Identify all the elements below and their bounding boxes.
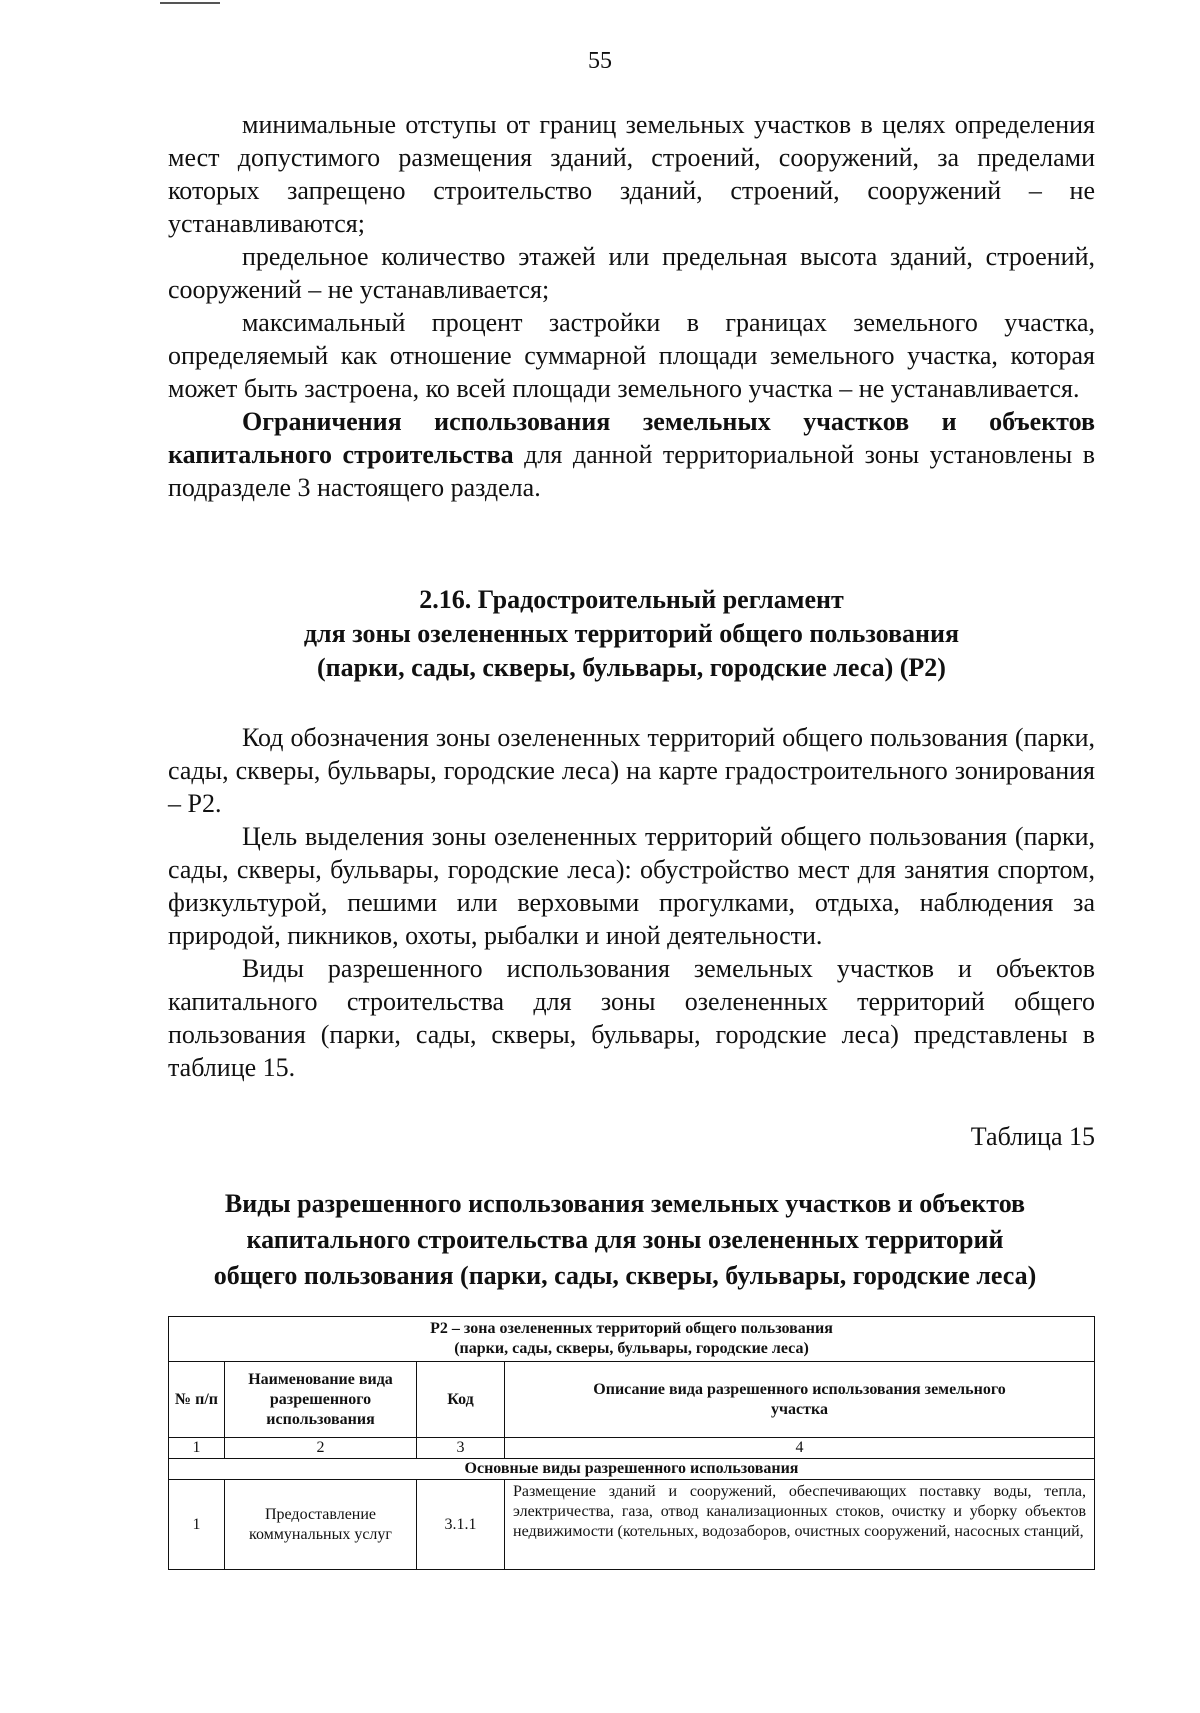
section-title-line: 2.16. Градостроительный регламент <box>419 585 844 614</box>
zone-header-line: Р2 – зона озелененных территорий общего пользования <box>430 1320 833 1337</box>
table-title-line: капитального строительства для зоны озелененных территорий <box>246 1225 1004 1254</box>
table-title-line: Виды разрешенного использования земельных участков и объектов <box>224 1189 1026 1218</box>
paragraph: предельное количество этажей или предельная высота зданий, строений, сооружений – не устанавливается; <box>168 242 1095 304</box>
paragraph: Виды разрешенного использования земельных участков и объектов капитального строительства для зоны озелененных территорий общего пользования (парки, сады, скверы, бульвары, городские леса) представлены в таблице 15. <box>168 954 1095 1082</box>
paragraph: Цель выделения зоны озелененных территорий общего пользования (парки, сады, скверы, бульвары, городские леса): обустройство мест для занятия спортом, физкультурой, пешими или верховыми прогулками, отдыха, наблюдения за природой, пикников, охоты, рыбалки и иной деятельности. <box>168 822 1095 950</box>
restriction-text: для данной территориальной зоны установлены в подразделе 3 настоящего раздела. <box>168 440 1095 502</box>
zone-header-row <box>169 1317 1095 1362</box>
restriction-paragraph <box>168 405 1095 504</box>
mid-text-block <box>168 721 1095 1084</box>
row-code: 3.1.1 <box>417 1480 505 1570</box>
col-header-code: Код <box>417 1362 505 1438</box>
permitted-use-table <box>168 1316 1095 1570</box>
col-header-description: Описание вида разрешенного использования земельного участка <box>505 1362 1095 1438</box>
table-title <box>150 1186 1100 1294</box>
table-row <box>169 1480 1095 1570</box>
section-row-cell: Основные виды разрешенного использования <box>169 1459 1095 1480</box>
col-number: 2 <box>225 1438 417 1459</box>
paragraph: максимальный процент застройки в границах земельного участка, определяемый как отношение суммарной площади земельного участка, которая может быть застроена, ко всей площади земельного участка – не устанавливается. <box>168 308 1095 403</box>
scan-mark <box>160 2 220 4</box>
col-header-num: № п/п <box>169 1362 225 1438</box>
col-header-name: Наименование вида разрешенного использования <box>225 1362 417 1438</box>
row-name: Предоставление коммунальных услуг <box>225 1480 417 1570</box>
restriction-bold-text: Ограничения использования земельных участков и объектов капитального строительства <box>168 407 1095 469</box>
zone-header-line: (парки, сады, скверы, бульвары, городские леса) <box>454 1340 809 1357</box>
section-title-line: (парки, сады, скверы, бульвары, городские леса) (Р2) <box>317 653 946 682</box>
table-title-line: общего пользования (парки, сады, скверы, бульвары, городские леса) <box>213 1261 1037 1290</box>
row-num: 1 <box>169 1480 225 1570</box>
col-number: 1 <box>169 1438 225 1459</box>
zone-header-cell <box>169 1317 1095 1362</box>
paragraph: Код обозначения зоны озелененных территорий общего пользования (парки, сады, скверы, бульвары, городские леса) на карте градостроительного зонирования – Р2. <box>168 723 1095 818</box>
column-number-row <box>169 1438 1095 1459</box>
paragraph: минимальные отступы от границ земельных участков в целях определения мест допустимого размещения зданий, строений, сооружений, за пределами которых запрещено строительство зданий, строений, сооружений – не устанавливаются; <box>168 110 1095 238</box>
top-text-block <box>168 108 1095 504</box>
section-title <box>168 583 1095 685</box>
row-description: Размещение зданий и сооружений, обеспечивающих поставку воды, тепла, электричества, газа, отвод канализационных стоков, очистку и уборку объектов недвижимости (котельных, водозаборов, очистных сооружений, насосных станций, <box>505 1480 1095 1570</box>
col-number: 3 <box>417 1438 505 1459</box>
page-number: 55 <box>588 48 612 74</box>
section-title-line: для зоны озелененных территорий общего пользования <box>303 619 960 648</box>
table-label: Таблица 15 <box>970 1122 1095 1151</box>
col-number: 4 <box>505 1438 1095 1459</box>
column-header-row <box>169 1362 1095 1438</box>
section-row <box>169 1459 1095 1480</box>
